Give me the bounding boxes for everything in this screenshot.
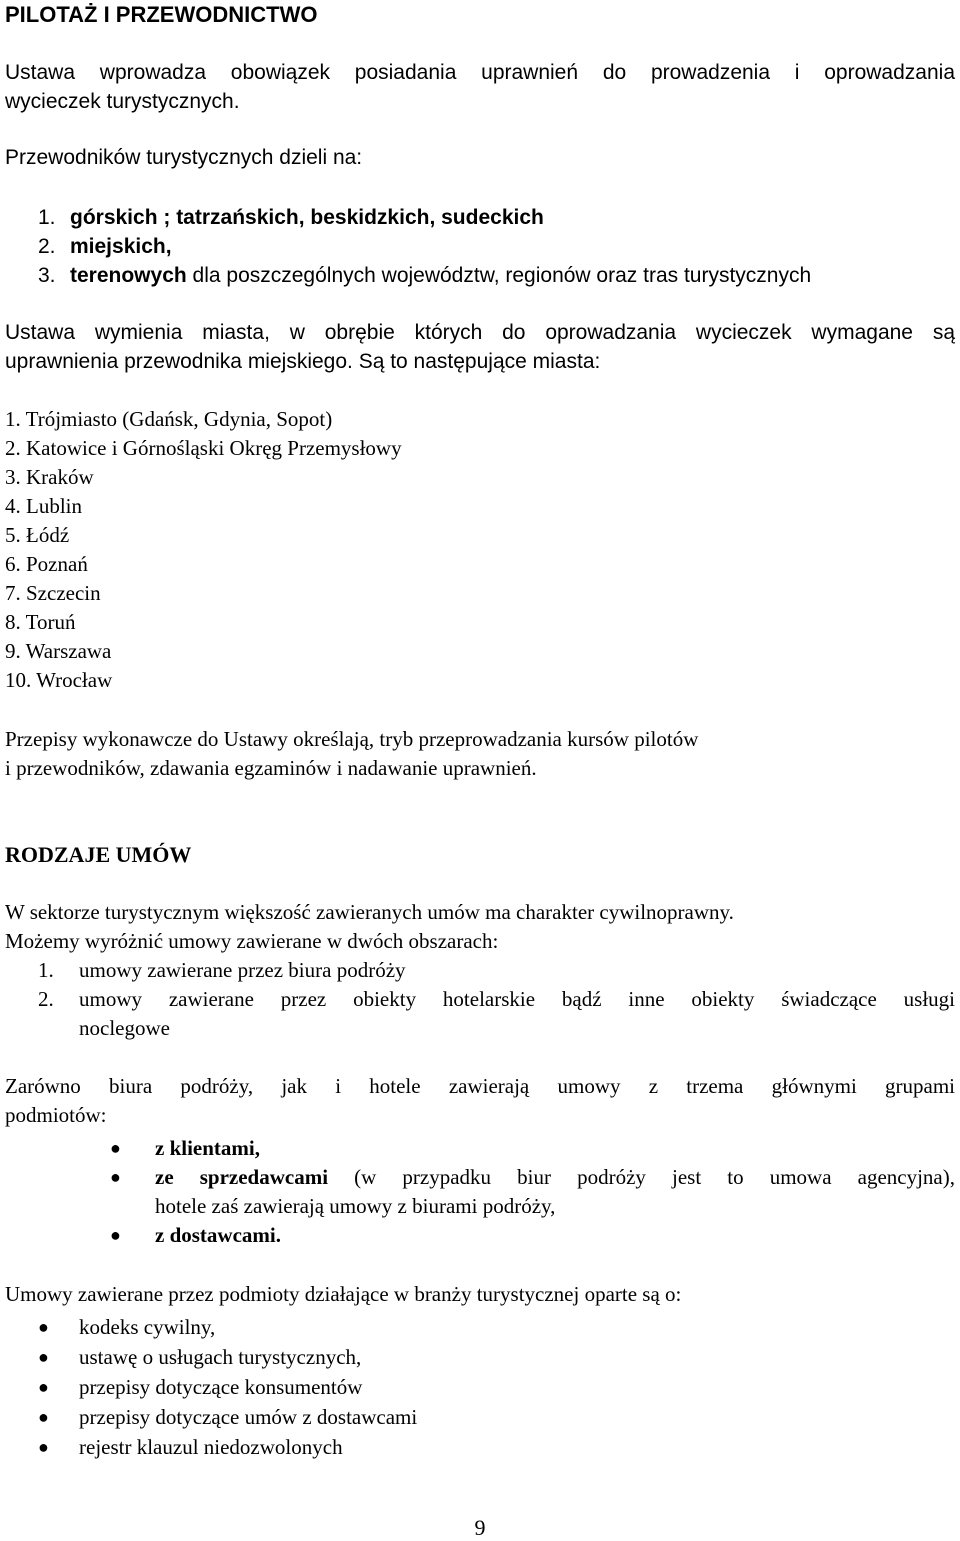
guide-type-item — [38, 232, 811, 261]
section-heading-rodzaje-umow: RODZAJE UMÓW — [5, 842, 192, 867]
basis-item — [38, 1403, 417, 1433]
group-item — [110, 1163, 955, 1192]
group-item — [110, 1134, 955, 1163]
bullet-icon: ● — [38, 1377, 49, 1397]
bullet-icon: ● — [38, 1437, 49, 1457]
regulations-paragraph — [5, 725, 698, 783]
bullet-icon: ● — [38, 1317, 49, 1337]
basis-item — [38, 1373, 417, 1403]
bullet-icon: ● — [38, 1347, 49, 1367]
cities-intro-paragraph — [5, 318, 955, 376]
guide-type-item — [38, 203, 811, 232]
cities-intro-line-2: uprawnienia przewodnika miejskiego. Są to następujące miasta: — [5, 350, 601, 373]
city-item: 5. Łódź — [5, 523, 70, 547]
contracts-intro-line-2: Możemy wyróżnić umowy zawierane w dwóch obszarach: — [5, 929, 499, 953]
basis-item — [38, 1433, 417, 1463]
guide-types-list — [38, 203, 811, 290]
basis-item — [38, 1313, 417, 1343]
section-heading-pilotaz: PILOTAŻ I PRZEWODNICTWO — [5, 2, 318, 27]
group-bold: ze sprzedawcami — [155, 1165, 329, 1189]
areas-list — [38, 956, 955, 1043]
intro-line-2: wycieczek turystycznych. — [5, 90, 240, 113]
guide-type-bold: miejskich, — [70, 235, 172, 258]
city-item: 8. Toruń — [5, 610, 76, 634]
area-item — [38, 956, 955, 985]
group-bold: z dostawcami. — [155, 1223, 281, 1247]
page-number: 9 — [474, 1515, 486, 1540]
area-number: 1. — [38, 958, 54, 982]
intro-paragraph — [5, 58, 955, 116]
group-item — [110, 1221, 955, 1250]
basis-text: przepisy dotyczące umów z dostawcami — [79, 1405, 418, 1429]
legal-basis-list — [38, 1313, 417, 1463]
bullet-icon: ● — [110, 1225, 121, 1245]
city-item: 9. Warszawa — [5, 639, 112, 663]
area-text-continued: noclegowe — [79, 1016, 170, 1040]
groups-list — [110, 1134, 955, 1250]
city-item: 6. Poznań — [5, 552, 88, 576]
guide-type-item — [38, 261, 811, 290]
basis-text: kodeks cywilny, — [79, 1315, 216, 1339]
regulations-line-2: i przewodników, zdawania egzaminów i nadawanie uprawnień. — [5, 756, 537, 780]
area-text: umowy zawierane przez biura podróży — [79, 958, 406, 982]
area-number: 2. — [38, 987, 54, 1011]
contracts-intro-paragraph — [5, 898, 734, 956]
basis-text: przepisy dotyczące konsumentów — [79, 1375, 363, 1399]
city-item: 1. Trójmiasto (Gdańsk, Gdynia, Sopot) — [5, 407, 333, 431]
groups-intro-paragraph — [5, 1072, 955, 1130]
legal-basis-intro: Umowy zawierane przez podmioty działające w branży turystycznej oparte są o: — [5, 1282, 682, 1306]
bullet-icon: ● — [110, 1167, 121, 1187]
guide-type-number: 3. — [38, 264, 56, 287]
bullet-icon: ● — [38, 1407, 49, 1427]
guide-type-number: 2. — [38, 235, 56, 258]
city-item: 4. Lublin — [5, 494, 82, 518]
guide-type-bold: terenowych — [70, 264, 187, 287]
groups-intro-line-1: Zarówno biura podróży, jak i hotele zawierają umowy z trzema głównymi grupami — [5, 1074, 955, 1098]
guide-type-rest: dla poszczególnych województw, regionów oraz tras turystycznych — [186, 264, 812, 287]
bullet-icon: ● — [110, 1138, 121, 1158]
city-item: 7. Szczecin — [5, 581, 101, 605]
area-text: umowy zawierane przez obiekty hotelarskie bądź inne obiekty świadczące usługi — [79, 987, 955, 1011]
basis-item — [38, 1343, 417, 1373]
city-item: 10. Wrocław — [5, 668, 113, 692]
group-bold: z klientami, — [155, 1136, 260, 1160]
groups-intro-line-2: podmiotów: — [5, 1103, 107, 1127]
basis-text: rejestr klauzul niedozwolonych — [79, 1435, 343, 1459]
area-item — [38, 985, 955, 1014]
regulations-line-1: Przepisy wykonawcze do Ustawy określają, tryb przeprowadzania kursów pilotów — [5, 727, 699, 751]
group-continued: hotele zaś zawierają umowy z biurami podróży, — [155, 1194, 556, 1218]
guide-type-number: 1. — [38, 206, 56, 229]
city-item: 2. Katowice i Górnośląski Okręg Przemysłowy — [5, 436, 402, 460]
group-rest: (w przypadku biur podróży jest to umowa agencyjna), — [328, 1165, 955, 1189]
city-item: 3. Kraków — [5, 465, 94, 489]
cities-list — [5, 405, 402, 695]
contracts-intro-line-1: W sektorze turystycznym większość zawieranych umów ma charakter cywilnoprawny. — [5, 900, 734, 924]
guides-intro: Przewodników turystycznych dzieli na: — [5, 146, 363, 169]
basis-text: ustawę o usługach turystycznych, — [79, 1345, 362, 1369]
guide-type-bold: górskich ; tatrzańskich, beskidzkich, sudeckich — [70, 206, 544, 229]
intro-line-1: Ustawa wprowadza obowiązek posiadania uprawnień do prowadzenia i oprowadzania — [5, 61, 955, 84]
cities-intro-line-1: Ustawa wymienia miasta, w obrębie których do oprowadzania wycieczek wymagane są — [5, 321, 955, 344]
